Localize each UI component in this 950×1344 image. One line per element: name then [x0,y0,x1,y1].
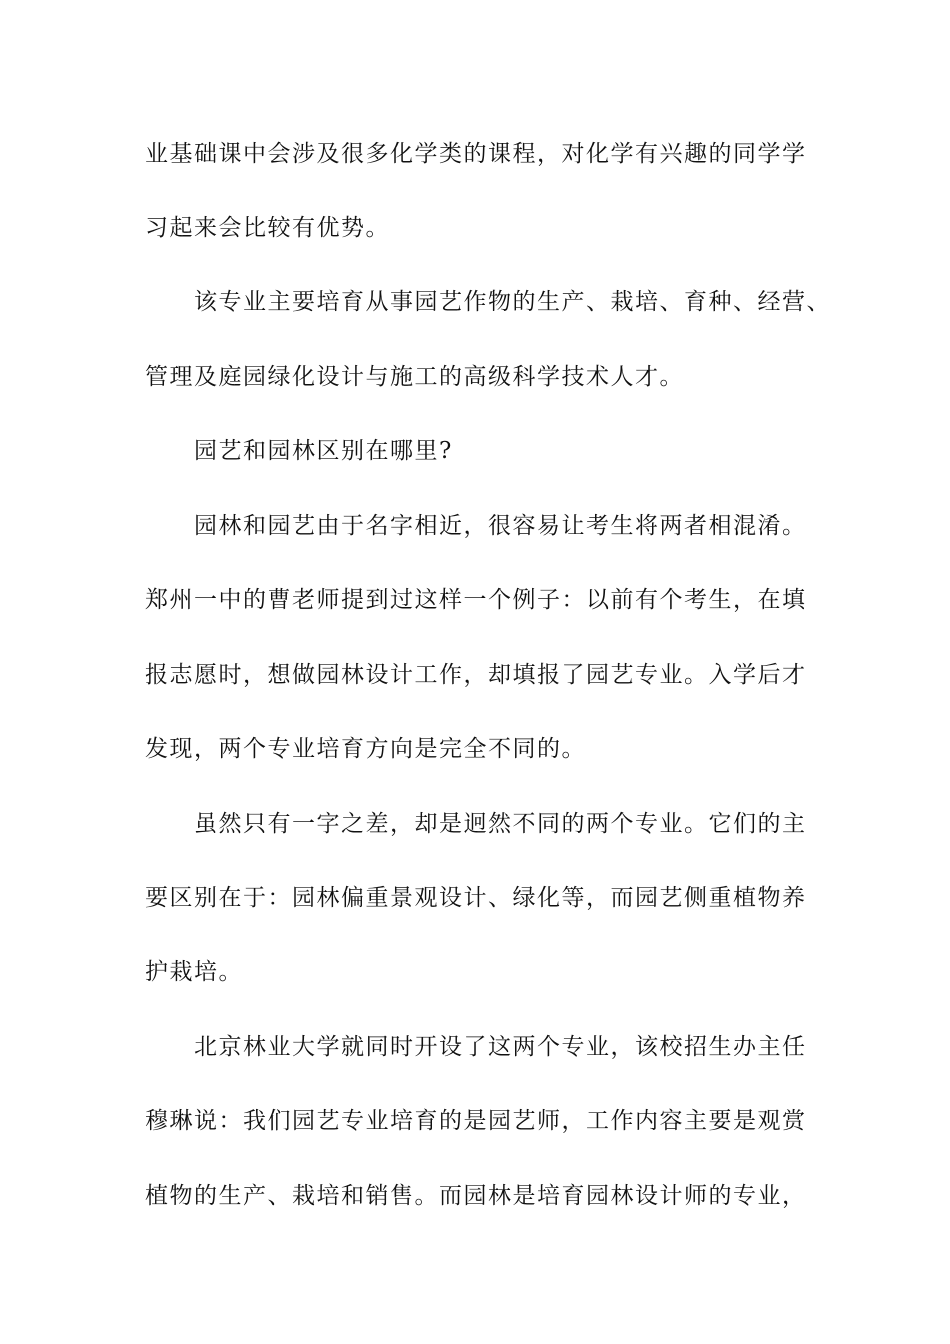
text-line: 报志愿时，想做园林设计工作，却填报了园艺专业。入学后才 [145,662,807,688]
text-line: 发现，两个专业培育方向是完全不同的。 [145,736,586,762]
text-line: 穆琳说：我们园艺专业培育的是园艺师，工作内容主要是观赏 [145,1108,807,1134]
text-line: 业基础课中会涉及很多化学类的课程，对化学有兴趣的同学学 [145,141,807,167]
paragraph-first-line: 园林和园艺由于名字相近，很容易让考生将两者相混淆。 [194,513,807,539]
text-line: 护栽培。 [145,959,243,985]
paragraph-first-line: 北京林业大学就同时开设了这两个专业，该校招生办主任 [194,1034,807,1060]
paragraph-first-line: 虽然只有一字之差，却是迥然不同的两个专业。它们的主 [194,811,807,837]
text-line: 郑州一中的曹老师提到过这样一个例子：以前有个考生，在填 [145,587,807,613]
section-question: 园艺和园林区别在哪里? [194,438,453,464]
text-line: 习起来会比较有优势。 [145,215,390,241]
text-line: 植物的生产、栽培和销售。而园林是培育园林设计师的专业， [145,1183,807,1209]
text-line: 要区别在于：园林偏重景观设计、绿化等，而园艺侧重植物养 [145,885,807,911]
text-line: 管理及庭园绿化设计与施工的高级科学技术人才。 [145,364,684,390]
paragraph-first-line: 该专业主要培育从事园艺作物的生产、栽培、育种、经营、 [194,289,831,315]
